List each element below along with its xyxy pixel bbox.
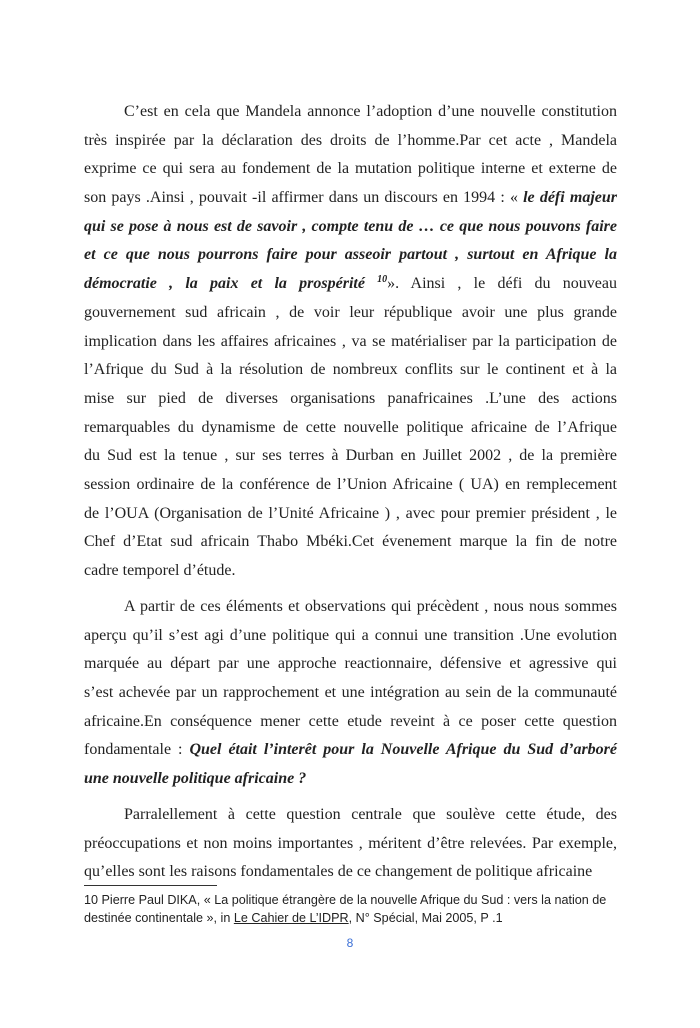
text-line xyxy=(84,858,617,887)
quote-text: Quel était l’interêt pour la Nouvelle Afrique du Sud d’arboré xyxy=(189,741,618,759)
body-text: A partir de ces éléments et observations qui précèdent , nous nous sommes xyxy=(124,597,617,615)
text-line xyxy=(84,593,617,622)
body-text: du Sud est la tenue , sur ses terres à Durban en Juillet 2002 , de la première xyxy=(84,447,617,465)
text-line xyxy=(84,270,617,299)
body-text: Parralellement à cette question centrale que soulève cette étude, des xyxy=(124,806,617,824)
document-body xyxy=(84,98,617,894)
body-text: C’est en cela que Mandela annonce l’adoption d’une nouvelle constitution xyxy=(124,103,617,120)
footnote-number: 10 xyxy=(84,893,99,907)
body-text: de l’OUA (Organisation de l’Unité Africaine ) , avec pour premier président , le xyxy=(84,504,617,522)
footnote-text: Pierre Paul DIKA, « La politique étrangère de la nouvelle Afrique du Sud : vers la nation de destinée continentale », in xyxy=(84,893,607,925)
text-line xyxy=(84,98,617,127)
text-line xyxy=(84,328,617,357)
footnote xyxy=(84,891,624,927)
body-text: Chef d’Etat sud africain Thabo Mbéki.Cet évenement marque la fin de notre xyxy=(84,533,617,551)
footnote-source: Le Cahier de L’IDPR xyxy=(233,911,349,925)
text-line xyxy=(84,414,617,443)
paragraph xyxy=(84,593,617,794)
body-text: aperçu qu’il s’est agi d’une politique qui a connui une transition .Une evolution xyxy=(84,626,617,644)
paragraph xyxy=(84,801,617,887)
quote-text: qui se pose à nous est de savoir , compte tenu de … ce que nous pouvons faire xyxy=(84,217,617,235)
quote-text: le défi majeur xyxy=(523,189,617,207)
text-line xyxy=(84,500,617,529)
text-line xyxy=(84,241,617,270)
body-text: cadre temporel d’étude. xyxy=(84,562,236,579)
text-line xyxy=(84,299,617,328)
text-line xyxy=(84,127,617,156)
text-line xyxy=(84,708,617,737)
text-line xyxy=(84,622,617,651)
body-text: l’Afrique du Sud à la résolution de nombreux conflits sur le continent et à la xyxy=(84,361,617,379)
quote-text: et ce que nous pourrons faire pour asseoir partout , surtout en Afrique la xyxy=(84,246,617,264)
body-text: exprime ce qui sera au fondement de la mutation politique interne et externe de xyxy=(84,160,617,178)
body-text: préoccupations et non moins importantes , méritent d’être relevées. Par exemple, xyxy=(84,834,617,852)
text-line xyxy=(84,385,617,414)
body-text: son pays .Ainsi , pouvait -il affirmer dans un discours en 1994 : « xyxy=(84,189,524,207)
body-text: africaine.En conséquence mener cette etude reveint à ce poser cette question xyxy=(84,712,617,730)
text-line xyxy=(84,528,617,557)
text-line xyxy=(84,801,617,830)
text-line xyxy=(84,184,617,213)
body-text: gouvernement sud africain , de voir leur république avoir une plus grande xyxy=(84,303,617,321)
text-line xyxy=(84,650,617,679)
text-line xyxy=(84,765,617,794)
quote-text: une nouvelle politique africaine ? xyxy=(84,770,307,788)
text-line xyxy=(84,213,617,242)
text-line xyxy=(84,830,617,859)
text-line xyxy=(84,442,617,471)
footnote-text-end: , N° Spécial, Mai 2005, P .1 xyxy=(348,911,503,925)
body-text: session ordinaire de la conférence de l’Union Africaine ( UA) en remplecement xyxy=(84,475,617,493)
body-text: implication dans les affaires africaines , va se matérialiser par la participation de xyxy=(84,332,617,350)
text-line xyxy=(84,155,617,184)
body-text: mise sur pied de diverses organisations panafricaines .L’une des actions xyxy=(84,389,617,407)
text-line xyxy=(84,679,617,708)
paragraph xyxy=(84,98,617,586)
footnote-reference: 10 xyxy=(377,274,388,286)
body-text: fondamentale : xyxy=(84,741,190,759)
body-text: ». Ainsi , le défi du nouveau xyxy=(387,275,617,293)
page-number: 8 xyxy=(346,936,354,950)
body-text: qu’elles sont les raisons fondamentales de ce changement de politique africaine xyxy=(84,863,593,881)
body-text: remarquables du dynamisme de cette nouvelle politique africaine de l’Afrique xyxy=(84,418,617,436)
body-text: très inspirée par la déclaration des droits de l’homme.Par cet acte , Mandela xyxy=(84,131,617,149)
text-line xyxy=(84,736,617,765)
text-line xyxy=(84,557,617,586)
text-line xyxy=(84,356,617,385)
body-text: marquée au départ par une approche reactionnaire, défensive et agressive qui xyxy=(84,655,617,673)
quote-text: démocratie , la paix et la prospérité xyxy=(84,275,378,293)
body-text: s’est achevée par un rapprochement et une intégration au sein de la communauté xyxy=(84,684,617,702)
footnote-separator xyxy=(84,885,217,886)
text-line xyxy=(84,471,617,500)
